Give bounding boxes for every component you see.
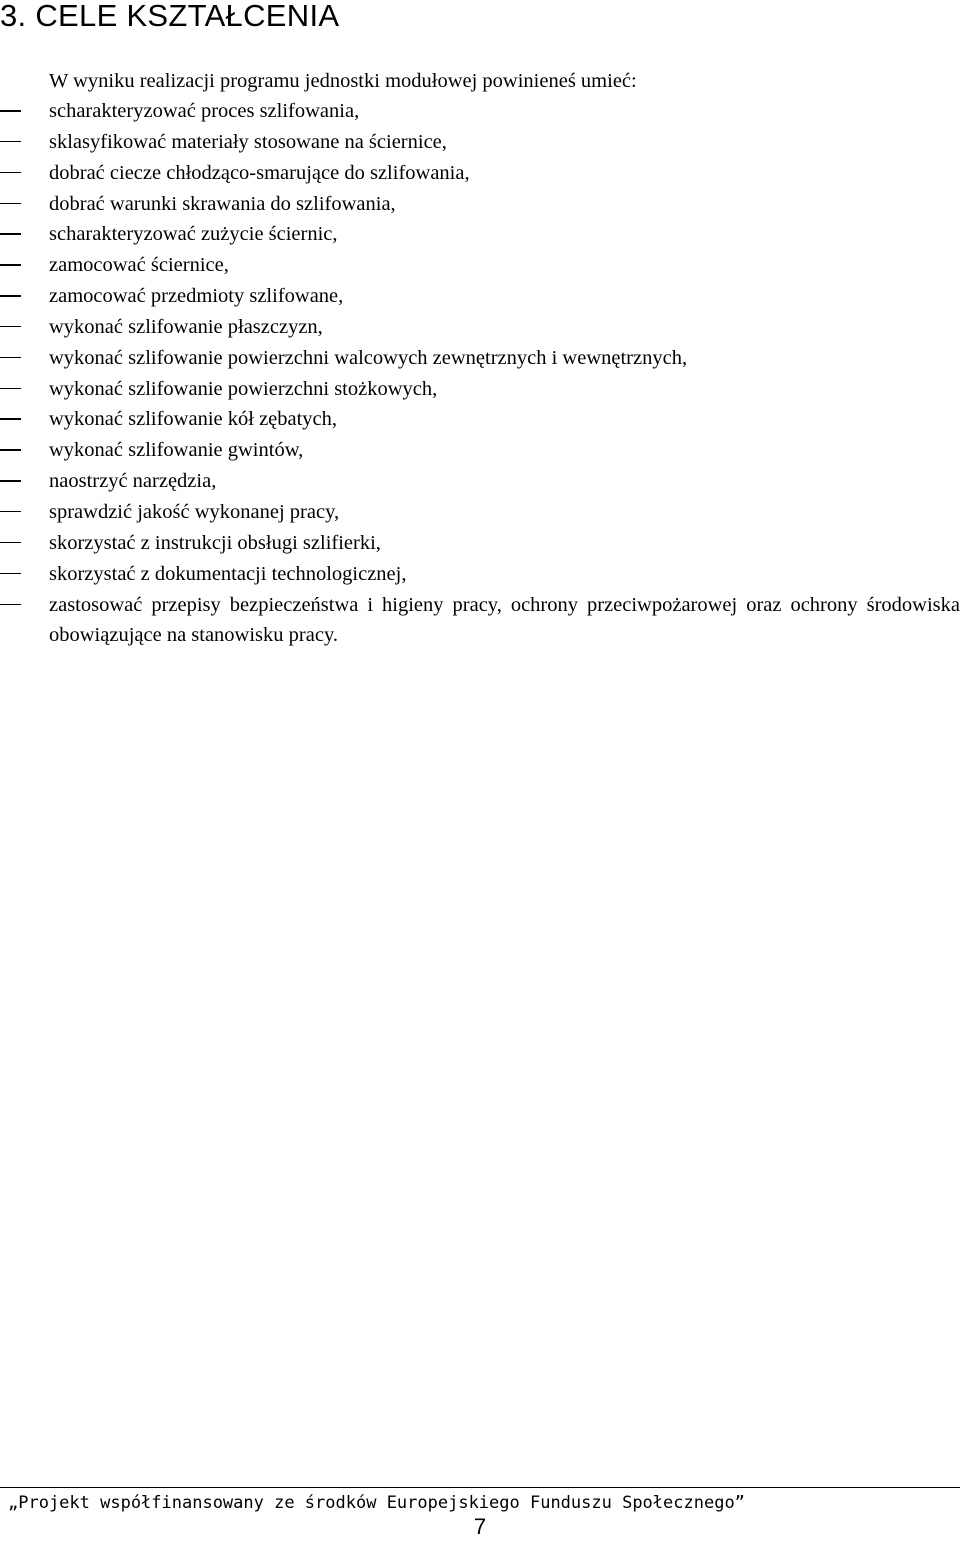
- dash-bullet-icon: [0, 127, 22, 157]
- list-item-text: wykonać szlifowanie płaszczyzn,: [49, 315, 323, 338]
- dash-bullet-icon: [0, 374, 22, 404]
- list-item-text: wykonać szlifowanie kół zębatych,: [49, 408, 338, 431]
- list-item: [0, 590, 960, 650]
- list-item-text: scharakteryzować zużycie ściernic,: [49, 223, 338, 246]
- dash-bullet-icon: [0, 528, 22, 558]
- list-item: [0, 219, 960, 250]
- list-item-text: scharakteryzować proces szlifowania,: [49, 100, 360, 122]
- list-item-text: sklasyfikować materiały stosowane na ściernice,: [49, 130, 447, 153]
- list-item-text: zamocować przedmioty szlifowane,: [49, 285, 344, 308]
- intro-text: W wyniku realizacji programu jednostki modułowej powinieneś umieć:: [49, 70, 637, 92]
- list-item: [0, 127, 960, 158]
- dash-bullet-icon: [0, 281, 22, 311]
- list-item: [0, 404, 960, 435]
- dash-bullet-icon: [0, 343, 22, 373]
- list-item: [0, 497, 960, 528]
- dash-bullet-icon: [0, 404, 22, 434]
- dash-bullet-icon: [0, 158, 22, 188]
- footer-funding-note: „Projekt współfinansowany ze środków Europejskiego Funduszu Społecznego”: [8, 1493, 745, 1513]
- dash-bullet-icon: [0, 590, 22, 620]
- list-item-text: wykonać szlifowanie powierzchni walcowych zewnętrznych i wewnętrznych,: [49, 346, 688, 369]
- list-item: [0, 374, 960, 405]
- objectives-list: [0, 96, 960, 650]
- section-heading: 3. CELE KSZTAŁCENIA: [0, 0, 340, 33]
- list-item-text: skorzystać z instrukcji obsługi szlifierki,: [49, 531, 381, 554]
- list-item: [0, 559, 960, 590]
- dash-bullet-icon: [0, 189, 22, 219]
- dash-bullet-icon: [0, 250, 22, 280]
- list-item: [0, 250, 960, 281]
- list-item-text: naostrzyć narzędzia,: [49, 470, 217, 493]
- list-item: [0, 158, 960, 189]
- list-item-text: zamocować ściernice,: [49, 254, 229, 277]
- list-item-text: sprawdzić jakość wykonanej pracy,: [49, 500, 340, 523]
- dash-bullet-icon: [0, 435, 22, 465]
- list-item: [0, 96, 960, 127]
- list-item: [0, 312, 960, 343]
- list-item: [0, 435, 960, 466]
- dash-bullet-icon: [0, 96, 22, 126]
- list-item: [0, 189, 960, 220]
- footer-divider: [0, 1487, 960, 1488]
- list-item: [0, 466, 960, 497]
- dash-bullet-icon: [0, 466, 22, 496]
- list-item-text: wykonać szlifowanie powierzchni stożkowych,: [49, 377, 438, 400]
- list-item-text: wykonać szlifowanie gwintów,: [49, 439, 304, 462]
- list-item-text: dobrać ciecze chłodząco-smarujące do szlifowania,: [49, 161, 470, 184]
- dash-bullet-icon: [0, 497, 22, 527]
- dash-bullet-icon: [0, 559, 22, 589]
- list-item: [0, 528, 960, 559]
- dash-bullet-icon: [0, 312, 22, 342]
- list-item-text: zastosować przepisy bezpieczeństwa i higieny pracy, ochrony przeciwpożarowej oraz ochrony środowiska obowiązujące na stanowisku pracy.: [49, 593, 960, 646]
- list-item: [0, 343, 960, 374]
- dash-bullet-icon: [0, 219, 22, 249]
- page-number: 7: [473, 1514, 487, 1539]
- list-item-text: dobrać warunki skrawania do szlifowania,: [49, 192, 396, 215]
- list-item: [0, 281, 960, 312]
- list-item-text: skorzystać z dokumentacji technologicznej,: [49, 562, 407, 585]
